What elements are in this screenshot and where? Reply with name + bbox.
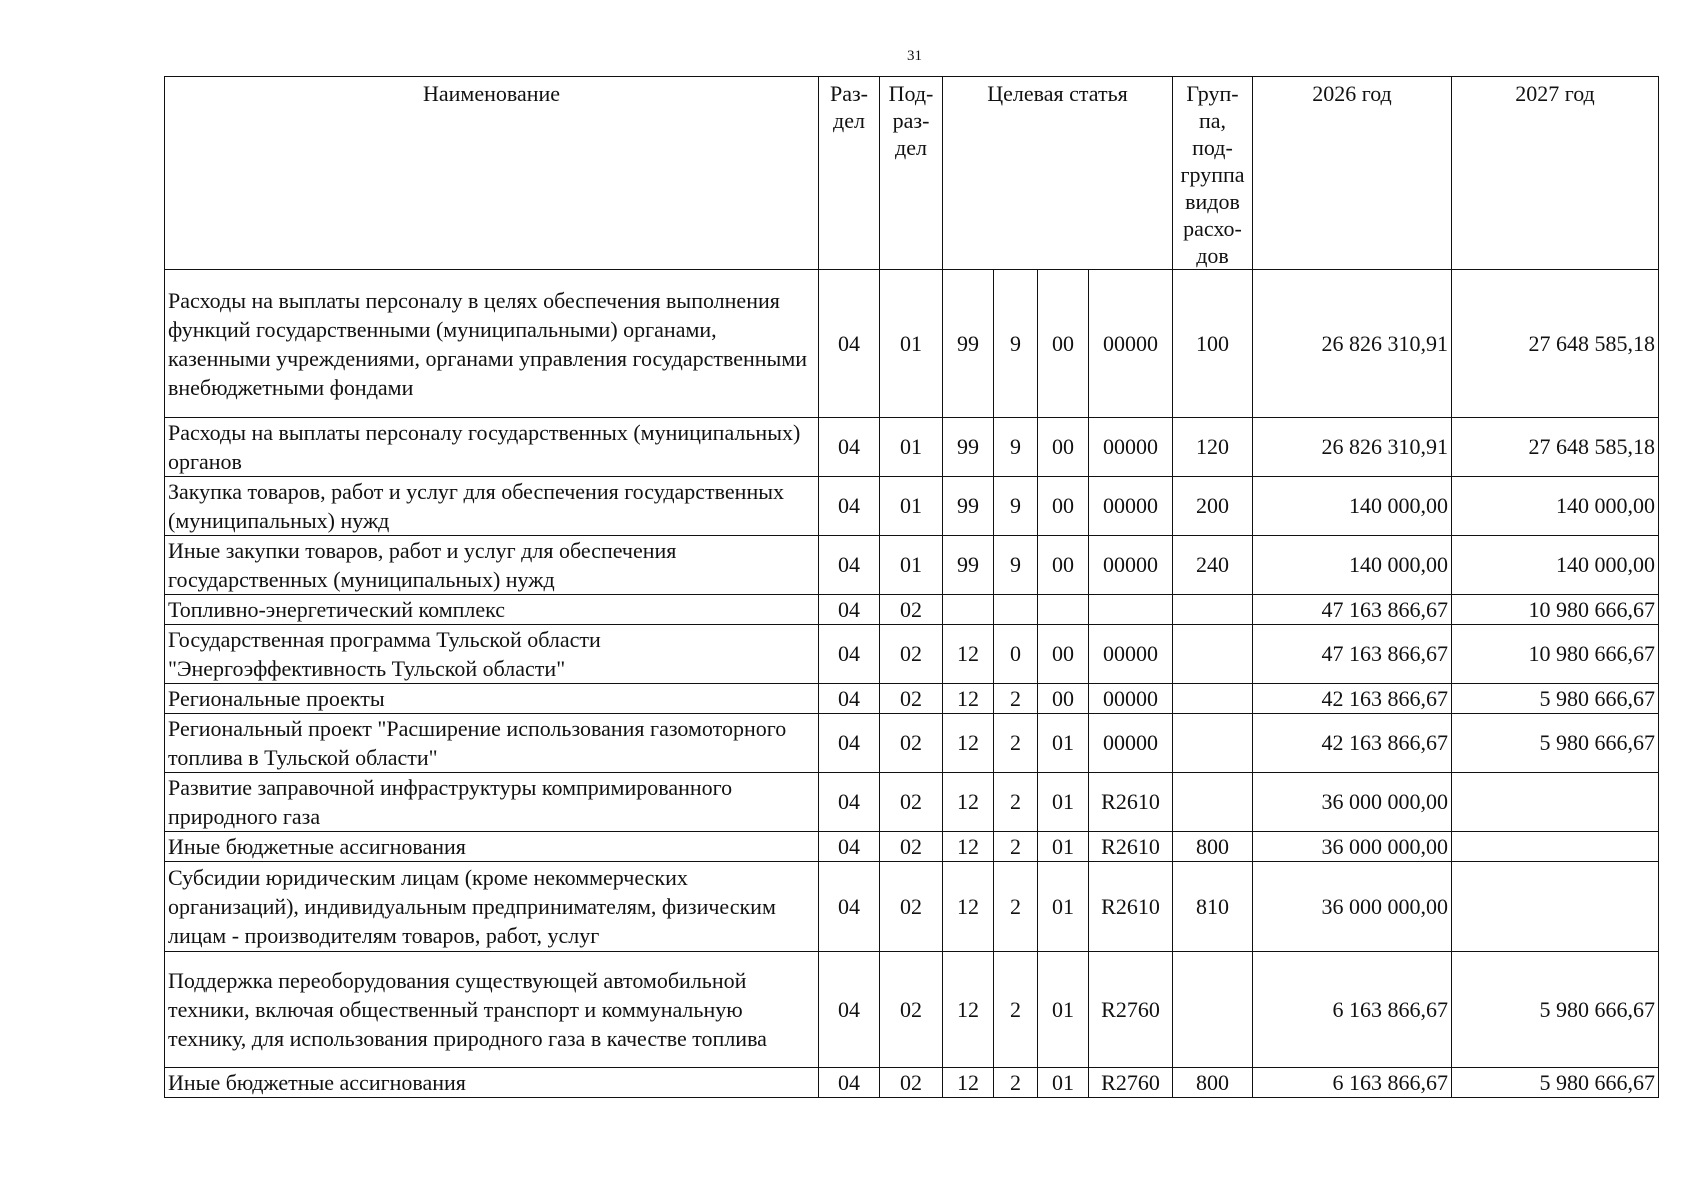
- table-header-row: [165, 77, 1659, 270]
- row-cs-type: 2: [994, 862, 1038, 952]
- row-cs-structure: 00: [1038, 418, 1089, 477]
- header-name: Наименование: [165, 77, 819, 270]
- row-amount-2027: 140 000,00: [1452, 536, 1659, 595]
- row-razdel: 04: [819, 595, 880, 625]
- row-cs-direction: R2760: [1089, 952, 1173, 1068]
- table-row: [165, 477, 1659, 536]
- row-cs-structure: [1038, 595, 1089, 625]
- row-name: Закупка товаров, работ и услуг для обеспечения государственных (муниципальных) нужд: [165, 477, 819, 536]
- row-cs-direction: 00000: [1089, 418, 1173, 477]
- row-cs-program: [943, 595, 994, 625]
- row-cs-structure: 01: [1038, 952, 1089, 1068]
- row-name: Государственная программа Тульской области "Энергоэффективность Тульской области": [165, 625, 819, 684]
- table-row: [165, 952, 1659, 1068]
- row-cs-type: 0: [994, 625, 1038, 684]
- row-amount-2026: 42 163 866,67: [1253, 684, 1452, 714]
- header-2026: 2026 год: [1253, 77, 1452, 270]
- row-podrazdel: 02: [880, 862, 943, 952]
- row-name: Топливно-энергетический комплекс: [165, 595, 819, 625]
- row-amount-2026: 42 163 866,67: [1253, 714, 1452, 773]
- row-cs-type: 2: [994, 952, 1038, 1068]
- row-cs-program: 99: [943, 270, 994, 418]
- row-amount-2027: 5 980 666,67: [1452, 714, 1659, 773]
- row-amount-2027: [1452, 862, 1659, 952]
- row-cs-program: 12: [943, 832, 994, 862]
- row-cs-type: 2: [994, 684, 1038, 714]
- row-vid-rashodov: 120: [1173, 418, 1253, 477]
- table-row: [165, 714, 1659, 773]
- row-razdel: 04: [819, 773, 880, 832]
- row-name: Региональные проекты: [165, 684, 819, 714]
- table-row: [165, 773, 1659, 832]
- row-cs-type: [994, 595, 1038, 625]
- row-vid-rashodov: [1173, 952, 1253, 1068]
- row-cs-direction: 00000: [1089, 714, 1173, 773]
- row-razdel: 04: [819, 1068, 880, 1098]
- row-vid-rashodov: 800: [1173, 832, 1253, 862]
- header-gruppa: Груп- па, под- группа видов расхо- дов: [1173, 77, 1253, 270]
- row-podrazdel: 01: [880, 418, 943, 477]
- row-razdel: 04: [819, 270, 880, 418]
- table-row: [165, 625, 1659, 684]
- row-podrazdel: 02: [880, 684, 943, 714]
- row-vid-rashodov: 200: [1173, 477, 1253, 536]
- row-cs-type: 2: [994, 832, 1038, 862]
- row-cs-direction: 00000: [1089, 625, 1173, 684]
- row-amount-2027: 5 980 666,67: [1452, 1068, 1659, 1098]
- row-cs-program: 99: [943, 477, 994, 536]
- row-amount-2027: 5 980 666,67: [1452, 684, 1659, 714]
- table-row: [165, 418, 1659, 477]
- row-vid-rashodov: [1173, 684, 1253, 714]
- row-amount-2026: 140 000,00: [1253, 477, 1452, 536]
- row-name: Поддержка переоборудования существующей автомобильной техники, включая общественный транспорт и коммунальную технику, для использования природного газа в качестве топлива: [165, 952, 819, 1068]
- row-amount-2027: 27 648 585,18: [1452, 270, 1659, 418]
- header-celevaya: Целевая статья: [943, 77, 1173, 270]
- row-cs-direction: 00000: [1089, 536, 1173, 595]
- row-podrazdel: 02: [880, 832, 943, 862]
- row-cs-program: 12: [943, 714, 994, 773]
- row-amount-2027: [1452, 773, 1659, 832]
- row-cs-direction: R2610: [1089, 773, 1173, 832]
- row-cs-type: 9: [994, 477, 1038, 536]
- row-podrazdel: 02: [880, 1068, 943, 1098]
- table-row: [165, 536, 1659, 595]
- row-cs-program: 99: [943, 536, 994, 595]
- header-podrazdel: Под- раз- дел: [880, 77, 943, 270]
- row-podrazdel: 02: [880, 773, 943, 832]
- row-cs-program: 12: [943, 862, 994, 952]
- row-cs-direction: R2610: [1089, 832, 1173, 862]
- row-amount-2027: 27 648 585,18: [1452, 418, 1659, 477]
- row-cs-direction: 00000: [1089, 684, 1173, 714]
- row-cs-type: 9: [994, 418, 1038, 477]
- header-razdel: Раз- дел: [819, 77, 880, 270]
- row-cs-structure: 01: [1038, 862, 1089, 952]
- row-amount-2027: 5 980 666,67: [1452, 952, 1659, 1068]
- row-podrazdel: 01: [880, 536, 943, 595]
- row-razdel: 04: [819, 714, 880, 773]
- row-cs-structure: 01: [1038, 714, 1089, 773]
- table-row: [165, 832, 1659, 862]
- row-amount-2026: 140 000,00: [1253, 536, 1452, 595]
- table-row: [165, 595, 1659, 625]
- row-name: Развитие заправочной инфраструктуры компримированного природного газа: [165, 773, 819, 832]
- row-razdel: 04: [819, 625, 880, 684]
- budget-table: [164, 76, 1659, 1098]
- table-row: [165, 862, 1659, 952]
- row-cs-type: 9: [994, 536, 1038, 595]
- row-razdel: 04: [819, 832, 880, 862]
- row-podrazdel: 02: [880, 714, 943, 773]
- row-amount-2026: 36 000 000,00: [1253, 862, 1452, 952]
- row-name: Расходы на выплаты персоналу в целях обеспечения выполнения функций государственными (муниципальными) органами, казенными учреждениями, органами управления государственными внебюджетными фондами: [165, 270, 819, 418]
- row-podrazdel: 01: [880, 477, 943, 536]
- row-cs-direction: R2760: [1089, 1068, 1173, 1098]
- row-cs-structure: 00: [1038, 536, 1089, 595]
- table-row: [165, 684, 1659, 714]
- header-2027: 2027 год: [1452, 77, 1659, 270]
- row-cs-program: 12: [943, 684, 994, 714]
- row-amount-2026: 26 826 310,91: [1253, 270, 1452, 418]
- row-razdel: 04: [819, 684, 880, 714]
- row-vid-rashodov: [1173, 625, 1253, 684]
- row-amount-2026: 26 826 310,91: [1253, 418, 1452, 477]
- row-cs-type: 2: [994, 1068, 1038, 1098]
- row-amount-2026: 47 163 866,67: [1253, 625, 1452, 684]
- row-name: Иные закупки товаров, работ и услуг для обеспечения государственных (муниципальных) нужд: [165, 536, 819, 595]
- row-razdel: 04: [819, 477, 880, 536]
- table-body: [165, 270, 1659, 1098]
- row-cs-structure: 00: [1038, 270, 1089, 418]
- row-cs-structure: 00: [1038, 477, 1089, 536]
- row-vid-rashodov: 100: [1173, 270, 1253, 418]
- row-name: Региональный проект "Расширение использования газомоторного топлива в Тульской области": [165, 714, 819, 773]
- row-vid-rashodov: 240: [1173, 536, 1253, 595]
- row-cs-direction: 00000: [1089, 477, 1173, 536]
- row-amount-2027: 10 980 666,67: [1452, 595, 1659, 625]
- row-cs-structure: 01: [1038, 832, 1089, 862]
- row-name: Иные бюджетные ассигнования: [165, 832, 819, 862]
- row-amount-2027: [1452, 832, 1659, 862]
- row-cs-program: 12: [943, 625, 994, 684]
- row-cs-type: 2: [994, 714, 1038, 773]
- row-cs-direction: R2610: [1089, 862, 1173, 952]
- row-podrazdel: 01: [880, 270, 943, 418]
- row-name: Субсидии юридическим лицам (кроме некоммерческих организаций), индивидуальным предпринимателям, физическим лицам - производителям товаров, работ, услуг: [165, 862, 819, 952]
- row-cs-structure: 01: [1038, 773, 1089, 832]
- row-vid-rashodov: 810: [1173, 862, 1253, 952]
- row-amount-2026: 36 000 000,00: [1253, 773, 1452, 832]
- row-cs-program: 12: [943, 773, 994, 832]
- row-cs-direction: 00000: [1089, 270, 1173, 418]
- row-cs-structure: 00: [1038, 684, 1089, 714]
- row-cs-type: 9: [994, 270, 1038, 418]
- row-cs-program: 99: [943, 418, 994, 477]
- row-amount-2026: 6 163 866,67: [1253, 952, 1452, 1068]
- row-podrazdel: 02: [880, 952, 943, 1068]
- row-vid-rashodov: [1173, 714, 1253, 773]
- row-vid-rashodov: [1173, 773, 1253, 832]
- row-cs-program: 12: [943, 1068, 994, 1098]
- row-amount-2027: 10 980 666,67: [1452, 625, 1659, 684]
- row-cs-program: 12: [943, 952, 994, 1068]
- row-podrazdel: 02: [880, 625, 943, 684]
- row-cs-structure: 01: [1038, 1068, 1089, 1098]
- page-number: 31: [907, 48, 922, 64]
- row-amount-2026: 47 163 866,67: [1253, 595, 1452, 625]
- row-amount-2027: 140 000,00: [1452, 477, 1659, 536]
- row-razdel: 04: [819, 952, 880, 1068]
- row-cs-direction: [1089, 595, 1173, 625]
- row-amount-2026: 36 000 000,00: [1253, 832, 1452, 862]
- row-vid-rashodov: 800: [1173, 1068, 1253, 1098]
- row-name: Иные бюджетные ассигнования: [165, 1068, 819, 1098]
- row-cs-type: 2: [994, 773, 1038, 832]
- row-razdel: 04: [819, 536, 880, 595]
- row-amount-2026: 6 163 866,67: [1253, 1068, 1452, 1098]
- row-podrazdel: 02: [880, 595, 943, 625]
- row-cs-structure: 00: [1038, 625, 1089, 684]
- table-row: [165, 1068, 1659, 1098]
- row-name: Расходы на выплаты персоналу государственных (муниципальных) органов: [165, 418, 819, 477]
- row-razdel: 04: [819, 418, 880, 477]
- table-row: [165, 270, 1659, 418]
- row-razdel: 04: [819, 862, 880, 952]
- row-vid-rashodov: [1173, 595, 1253, 625]
